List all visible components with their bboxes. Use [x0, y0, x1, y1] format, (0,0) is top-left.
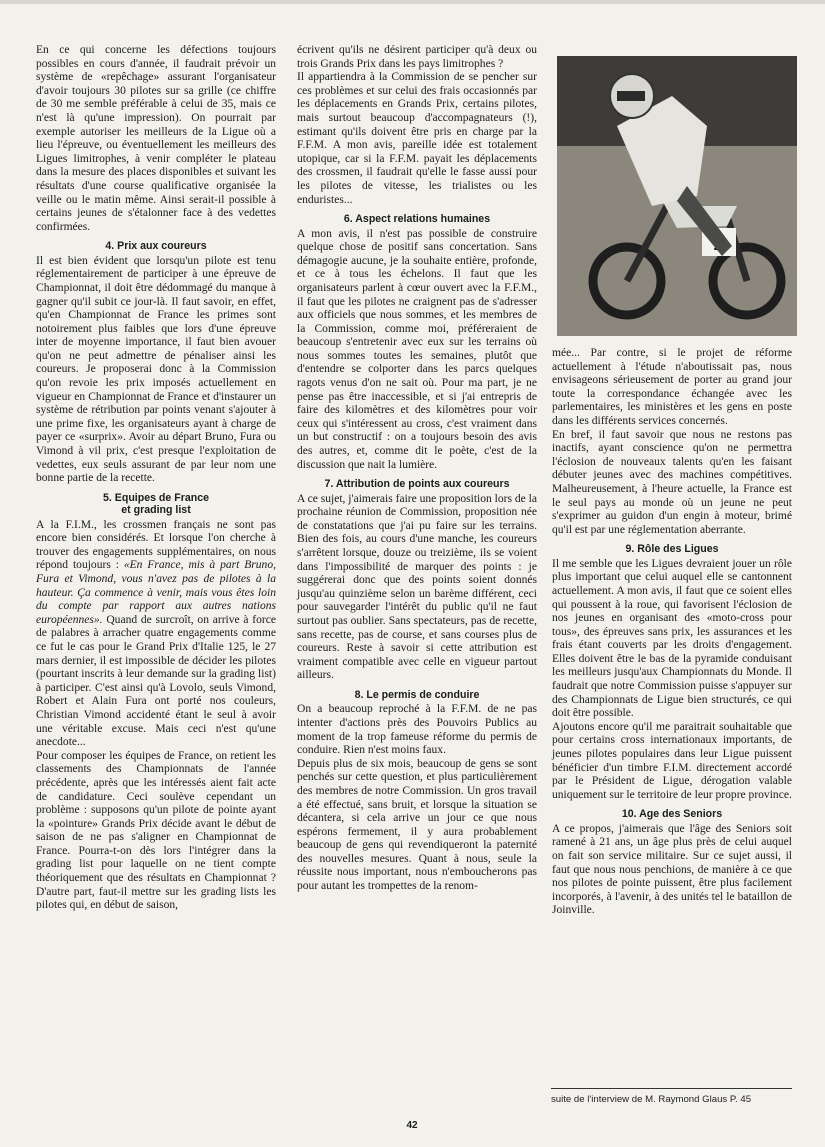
footnote-rule: [551, 1088, 792, 1089]
section-4-heading: 4. Prix aux coureurs: [105, 240, 207, 253]
col2-continuation: écrivent qu'ils ne désirent participer qu'à deux ou trois Grands Prix dans les pays limitrophes ?: [297, 44, 537, 70]
section-8-heading: 8. Le permis de conduire: [354, 688, 480, 701]
rider-goggles: [617, 91, 645, 101]
section-5-text-a: A la F.I.M., les crossmen français ne sont pas encore bien considérés. Et lorsque l'on cherche à trouver des engagements supplémentaires, on nous répond toujours :: [36, 518, 276, 572]
continuation-footnote: suite de l'interview de M. Raymond Glaus P. 45: [551, 1094, 752, 1105]
section-8-text-b: Depuis plus de six mois, beaucoup de gens se sont penchés sur cette question, et plus particulièrement des membres de notre Commission. Un gros travail a été effectué, sans bruit, et lorsque la situation se décantera, si cela arrive un jour ce que nous espérons fermement, il y aura probablement beaucoup de gens qui revendiqueront la paternité des nouvelles mesures. Quant à nous, seule la réussite nous important, nous n'emboucherons pas pour autant les trompettes de la renom-: [297, 757, 537, 893]
section-7-heading: 7. Attribution de points aux coureurs: [324, 478, 510, 491]
column-2: [297, 44, 537, 894]
motocross-rider-illustration: [557, 56, 797, 336]
column-3: [552, 347, 792, 918]
section-10-heading: 10. Age des Seniors: [621, 808, 723, 821]
section-10-text: A ce propos, j'aimerais que l'âge des Seniors soit ramené à 21 ans, un âge plus près de celui auquel on fait son service militaire. Sur ce sujet aussi, il faut que nous nous penchions, de manière à ce que nos pilotes de pointe puissent, être plus facilement incorporés, à l'avenir, à des unités tel le bataillon de Joinville.: [552, 822, 792, 917]
section-8-text-a: On a beaucoup reproché à la F.F.M. de ne pas intenter d'actions près des Pouvoirs Publics au moment de la trop fameuse réforme du permis de conduire. Rien n'est moins faux.: [297, 703, 537, 757]
section-6-heading: 6. Aspect relations humaines: [343, 213, 491, 226]
intro-paragraph: En ce qui concerne les défections toujours possibles en cours d'année, il faudrait prévoir un système de «repêchage» assurant l'organisateur d'avoir toujours 30 pilotes sur sa grille (ce chiffre de 30 me semble préférable à celui de 35, mais ce n'est là qu'une impression). On pourrait par exemple autoriser les meilleurs de la Ligue où a lieu l'épreuve, ou éventuellement les meilleurs des Ligues limitrophes, à venir compléter le plateau dans la mesure des places disponibles et suivant les résultats d'une course qualificative organisée la veille ou le matin même. Ainsi serait-il possible à certains jeunes de s'étalonner face à des vedettes confirmées.: [36, 44, 276, 233]
page-number: 42: [406, 1120, 418, 1131]
section-5-heading-line1: 5. Equipes de France: [103, 491, 209, 504]
motocross-photo: [557, 56, 797, 336]
section-9-heading: 9. Rôle des Ligues: [625, 543, 719, 556]
section-5-text-c: Pour composer les équipes de France, on retient les classements des Championnats de l'année précédente, après que les intéressés aient fait acte de candidature. Ceci soulève cependant un problème : supposons qu'un pilote de pointe ayant la «pointure» Grands Prix décide avant le début de saison de ne pas s'aligner en Championnat de France. Pourra-t-on dès lors l'intégrer dans la grading list pour laquelle on ne tient compte théoriquement que des résultats en Championnat ? D'autre part, faut-il mettre sur les grading lists les pilotes qui, en début de saison,: [36, 749, 276, 912]
section-9-text: Il me semble que les Ligues devraient jouer un rôle plus important que celui auquel elle se cantonnent actuellement. A mon avis, il faut que ce soient elles qui poussent à la roue, qui favorisent l'éclosion de nos jeunes en organisant des «moto-cross pour tous», des épreuves sans prix, les assurances et les frais étant couverts par les droits d'engagement. Elles doivent être le bas de la pyramide conduisant les meilleurs jusqu'aux Championnats du Monde. Il faudrait que notre Commission puisse s'appuyer sur des Championnats de Ligue bien structurés, ce qui doit être possible.: [552, 557, 792, 720]
page-edge: [0, 0, 825, 4]
section-4-text: Il est bien évident que lorsqu'un pilote est tenu réglementairement de participer à une épreuve de Championnat, il doit être dédommagé du manque à gagner qu'il subit ce jour-là. Il faut savoir, en effet, qu'en Championnat de France les primes sont notoirement plus faibles que lors d'une épreuve inter de moyenne importance, il faut bien avouer qu'on ne peut admettre de pénaliser ainsi les coureurs. Je proposerai donc à la Commission qu'on revoie les prix imposés actuellement en vigueur en Championnat de France et d'instaurer un système de rétribution par points venant s'ajouter à une prime fixe, les organisateurs ayant à charge de payer ce «surprix». Avoir au départ Bruno, Fura ou Vimond à vil prix, c'est presque l'exploitation de vedettes, eux seuls assurant de par leur nom une bonne partie de la recette.: [36, 254, 276, 485]
section-9-text-b: Ajoutons encore qu'il me paraitrait souhaitable que pour certains cross internationaux importants, de jeunes pilotes populaires dans leur Ligue puissent bénéficier d'un timbre F.I.M. directement accordé par le Président de Ligue, dérogation valable uniquement sur le territoire de leur propre province.: [552, 720, 792, 801]
section-5-quote: «En France, mis à part Bruno, Fura et Vimond, vous n'avez pas de pilotes à la hauteur. Ça commence à venir, mais vous êtes loin du compte par rapport aux autres nations européennes».: [36, 559, 276, 626]
section-5-text: [36, 519, 276, 750]
section-5-heading-line2: et grading list: [121, 504, 191, 517]
col3-continuation: mée... Par contre, si le projet de réforme actuellement à l'étude n'aboutissait pas, nous envisageons sérieusement de porter au grand jour toute la correspondance échangée avec les parlementaires, les ministères et les gens en poste dans les différents services concernés.: [552, 347, 792, 427]
column-1: [36, 44, 276, 913]
section-6-text: A mon avis, il n'est pas possible de construire quelque chose de positif sans concertation. Sans démagogie aucune, je la souhaite entière, profonde, et ce à tous les échelons. Il faut que les organisateurs parlent à cœur ouvert avec la F.F.M., il faut que les pilotes ne craignent pas de s'adresser aux officiels que nous sommes, et les membres de la Commission, comme moi, préféreraient de beaucoup s'entretenir avec eux sur les terrains où nous sommes toutes les semaines, plutôt que d'entendre se colporter dans les parcs quelques ragots venus d'on ne sait où. Pour ma part, je ne pense pas être inaccessible, et si j'ai entrepris de faire des kilomètres et des kilomètres pour voir ceux qui s'intéressent au cross, c'est vraiment dans un but constructif : on a toujours besoin des avis des autres, et, comme dit le poète, c'est de la discussion que nait la lumière.: [297, 227, 537, 471]
section-5-text-b: Quand de surcroît, on arrive à force de palabres à arracher quatre engagements comme ce fut le cas pour le Grand Prix d'Italie 125, le 27 mars dernier, il est impossible de décider les pilotes (pourtant inscrits à leur demande sur la grading list) à participer. C'est ainsi qu'à Lovolo, seuls Vimond, Robert et Alain Fura ont porté nos couleurs, Christian Vimond accidenté étant le seul à avoir une véritable excuse. Mais ceci n'est qu'une anecdote...: [36, 613, 276, 749]
section-7-text: A ce sujet, j'aimerais faire une proposition lors de la prochaine réunion de Commission, proposition née de constatations que j'ai pu faire sur les terrains. Bien des fois, au cours d'une manche, les coureurs s'arrêtent lorsque, douze ou treizième, ils se voient dans l'impossibilité de marquer des points : je suggérerai donc que des points soient donnés jusqu'au quinzième selon un barème différent, ceci pour sauvegarder l'intérêt du public qu'il ne faut surtout pas oublier. Sans spectateurs, pas de recette, sans recette, pas de course, et sans courses plus de coureurs. Reste à savoir si cette attribution est vraiment compatible avec celle en vigueur partout ailleurs.: [297, 492, 538, 682]
col3-continuation-2: En bref, il faut savoir que nous ne restons pas inactifs, ayant conscience qu'on ne permettra l'éclosion de nouveaux talents qu'en les faisant débuter jeunes avec des machines compétitives. Malheureusement, à l'heure actuelle, la France est le seul pays au monde où un jeune ne peut s'exprimer au guidon d'un engin à moteur, brimé qu'il est par une réglementation aberrante.: [552, 428, 792, 536]
col2-continuation-2: Il appartiendra à la Commission de se pencher sur ces problèmes et sur celui des frais occasionnés par les déplacements en Grands Prix, certains pilotes, mais surtout beaucoup d'accompagnateurs (!), estimant qu'ils doivent être pris en charge par la F.F.M. A mon avis, pareille idée est totalement utopique, car si la F.F.M. payait les déplacements des crossmen, il faudrait qu'elle le fasse aussi pour les pilotes de vitesse, les trialistes ou les enduristes...: [297, 71, 537, 206]
section-5-heading: [36, 492, 276, 517]
